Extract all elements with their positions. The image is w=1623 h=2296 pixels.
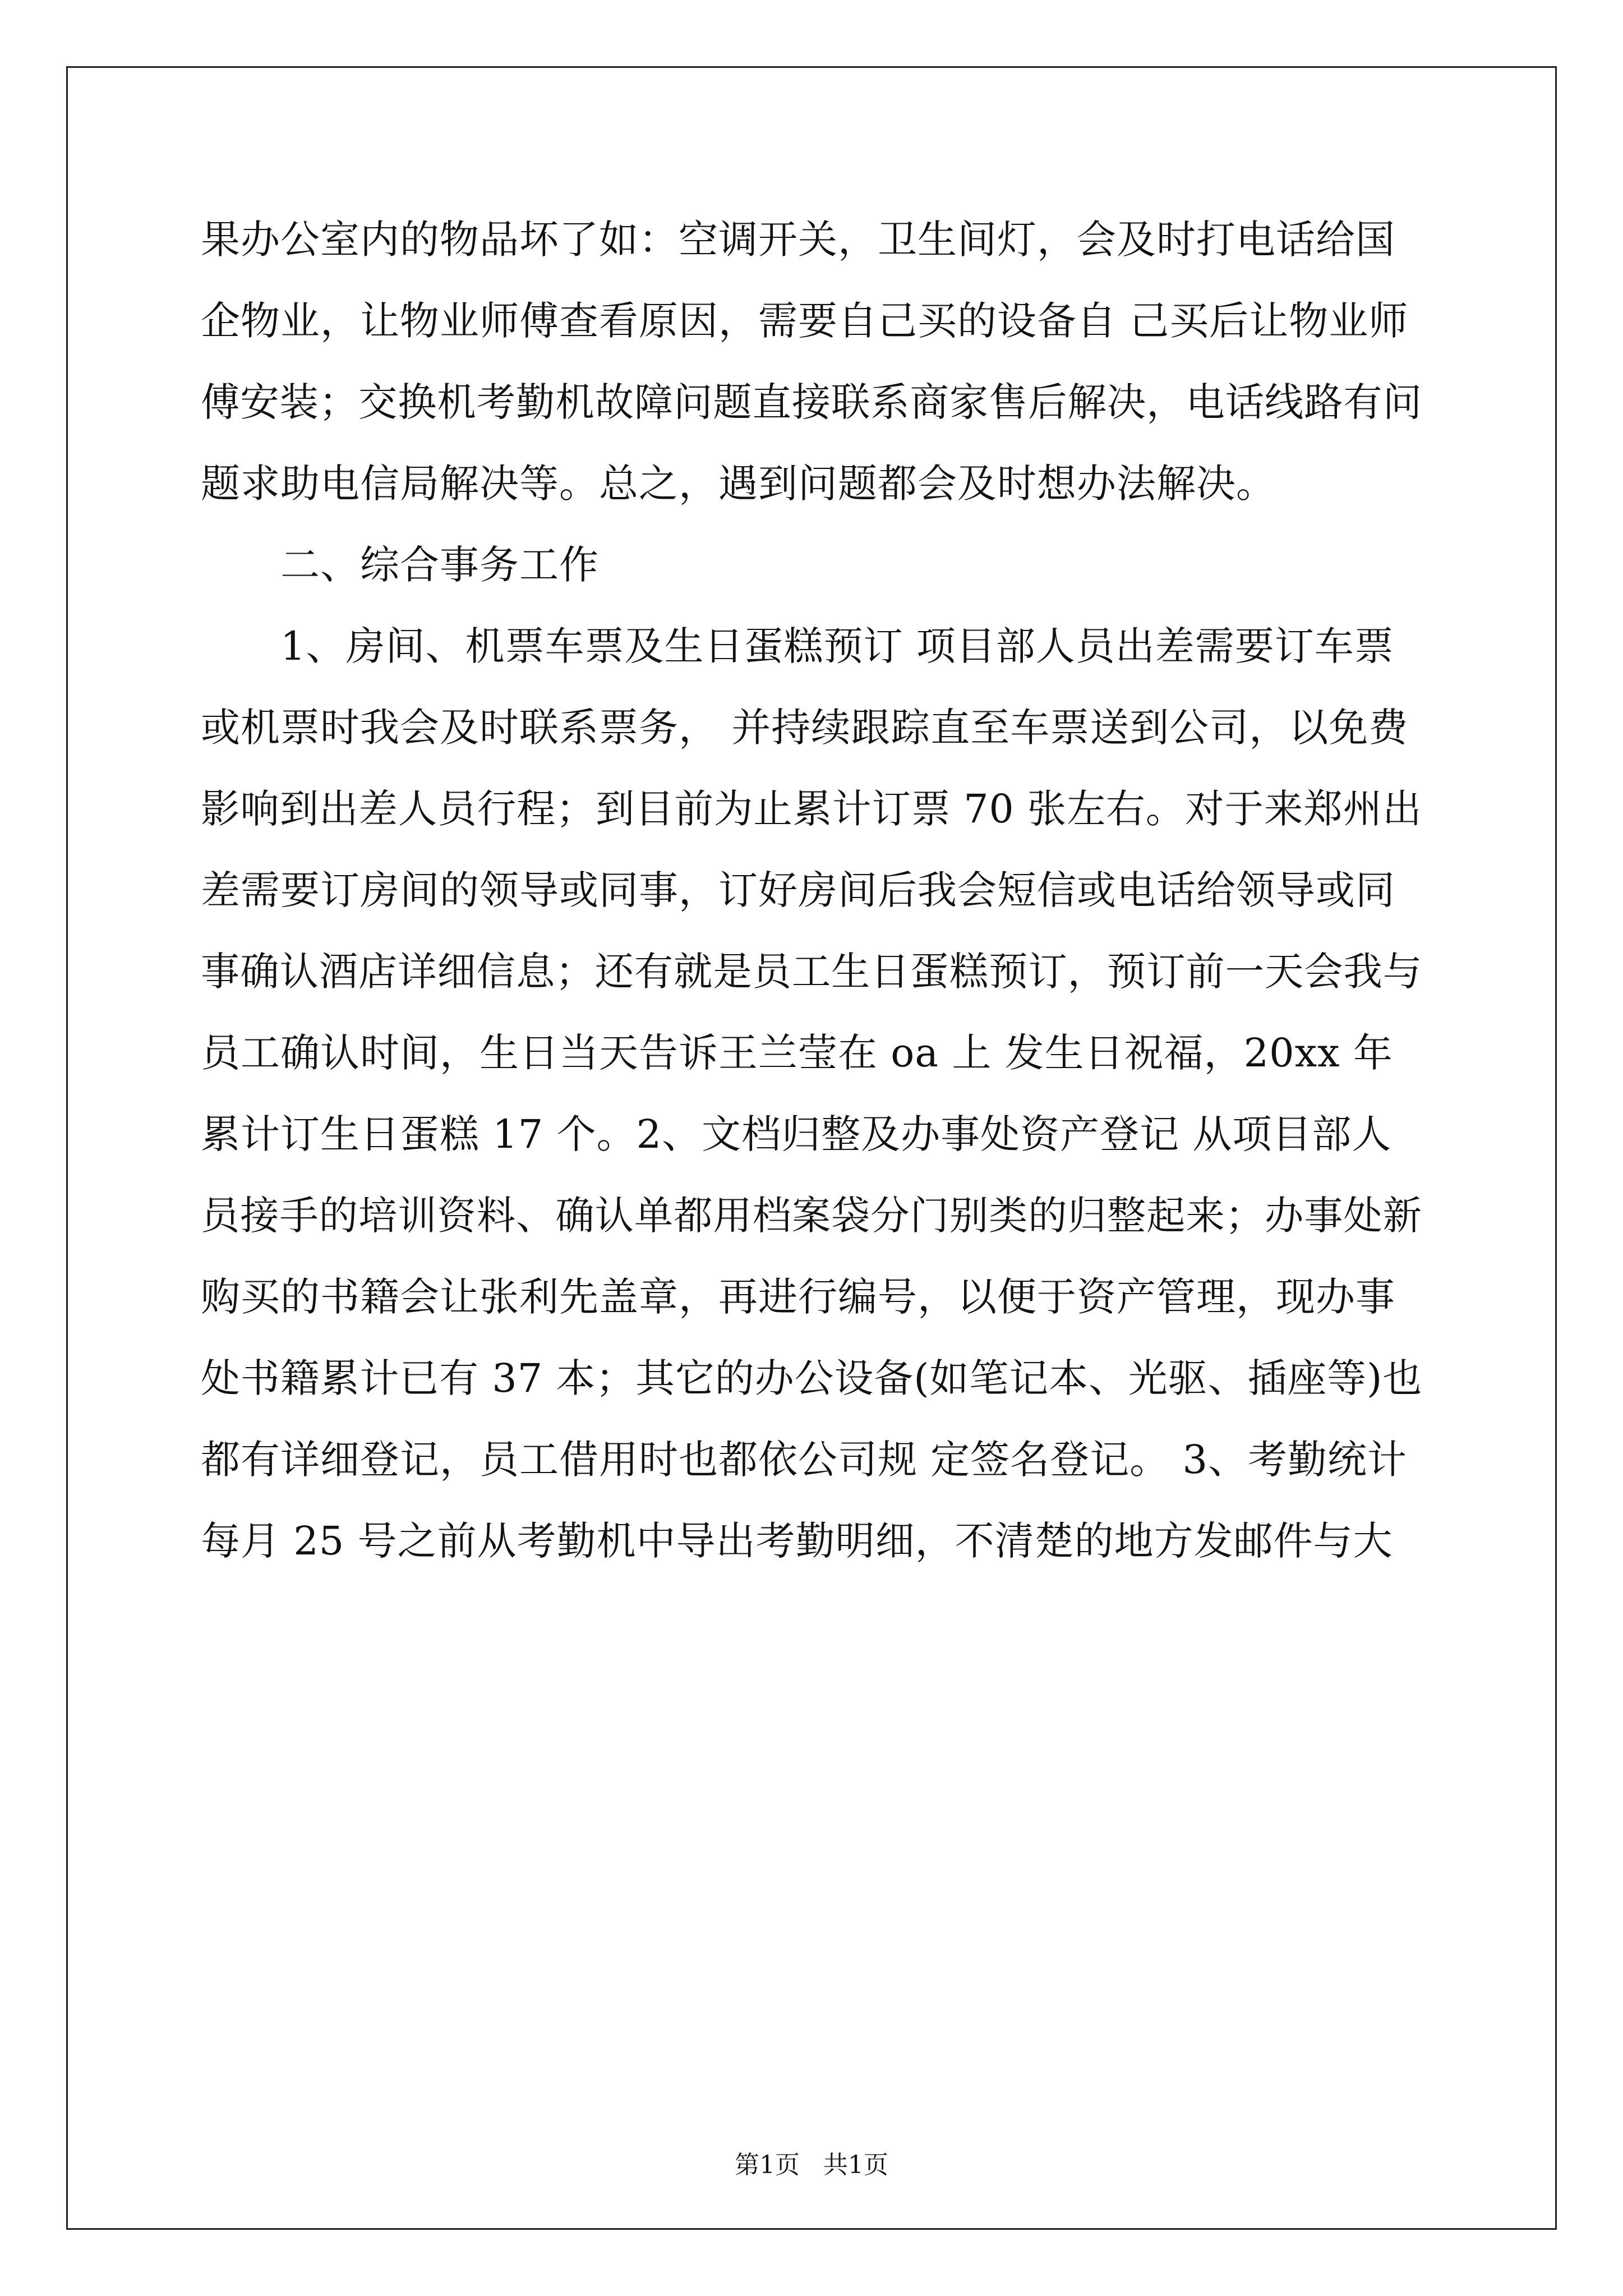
text-line: 累计订生日蛋糕 17 个。2、文档归整及办事处资产登记 从项目部人 — [201, 1111, 1392, 1157]
text-line: 果办公室内的物品坏了如：空调开关，卫生间灯，会及时打电话给国 — [201, 217, 1395, 263]
section-heading: 二、综合事务工作 — [280, 542, 599, 588]
page-footer: 第1页 共1页 — [735, 2151, 888, 2179]
text-line: 都有详细登记，员工借用时也都依公司规 定签名登记。 3、考勤统计 — [201, 1437, 1408, 1483]
text-line: 员接手的培训资料、确认单都用档案袋分门别类的归整起来；办事处新 — [201, 1193, 1422, 1239]
text-line: 事确认酒店详细信息；还有就是员工生日蛋糕预订，预订前一天会我与 — [201, 949, 1422, 995]
text-line: 傅安装；交换机考勤机故障问题直接联系商家售后解决，电话线路有问 — [201, 379, 1422, 425]
text-line: 或机票时我会及时联系票务， 并持续跟踪直至车票送到公司，以免费 — [201, 705, 1409, 751]
text-line: 企物业，让物业师傅查看原因，需要自己买的设备自 己买后让物业师 — [201, 298, 1409, 344]
text-line: 1、房间、机票车票及生日蛋糕预订 项目部人员出差需要订车票 — [280, 623, 1394, 669]
text-line: 差需要订房间的领导或同事，订好房间后我会短信或电话给领导或同 — [201, 867, 1395, 913]
text-line: 每月 25 号之前从考勤机中导出考勤明细，不清楚的地方发邮件与大 — [201, 1518, 1393, 1564]
text-line: 影响到出差人员行程；到目前为止累计订票 70 张左右。对于来郑州出 — [201, 786, 1422, 832]
text-line: 处书籍累计已有 37 本；其它的办公设备(如笔记本、光驱、插座等)也 — [201, 1355, 1423, 1401]
text-line: 购买的书籍会让张利先盖章，再进行编号，以便于资产管理，现办事 — [201, 1274, 1395, 1320]
text-line: 员工确认时间，生日当天告诉王兰莹在 oa 上 发生日祝福，20xx 年 — [201, 1030, 1393, 1076]
text-line: 题求助电信局解决等。总之，遇到问题都会及时想办法解决。 — [201, 461, 1276, 507]
